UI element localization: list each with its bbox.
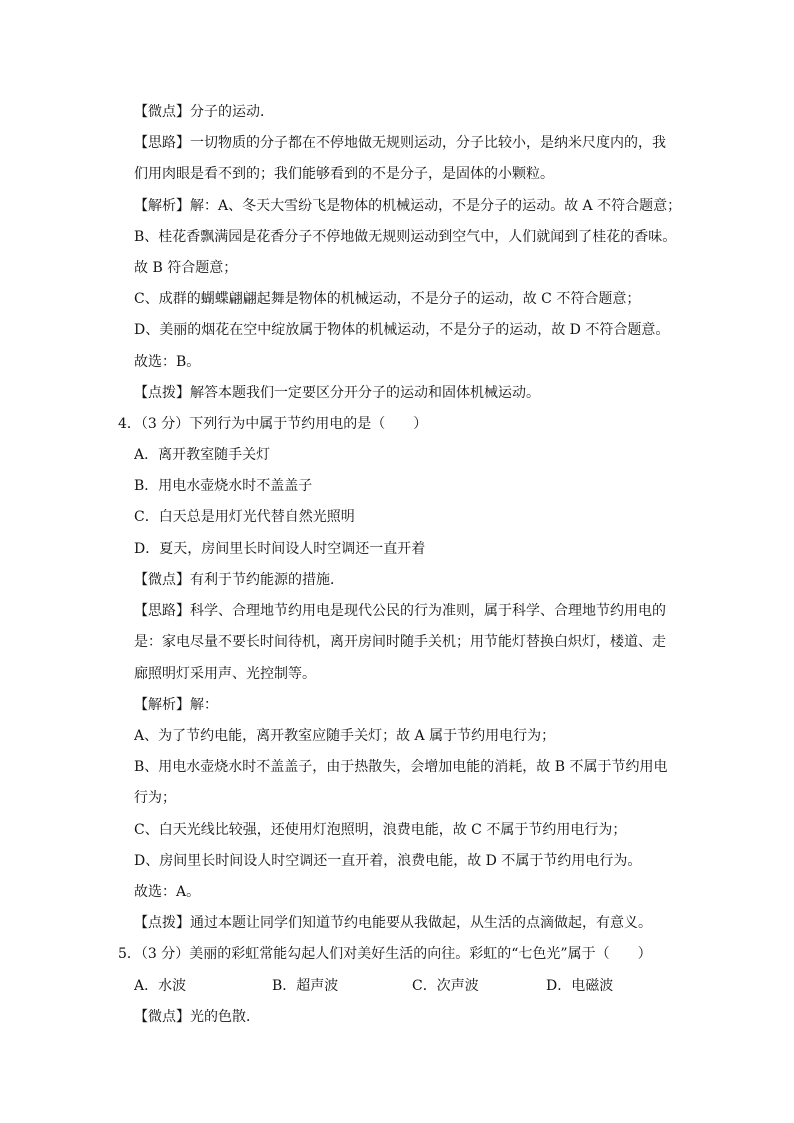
q5-option-c: C．次声波 bbox=[412, 978, 479, 994]
q4-weidian: 【微点】有利于节约能源的措施． bbox=[134, 572, 344, 588]
s3-jiexi-line-1: 【解析】解：A、冬天大雪纷飞是物体的机械运动，不是分子的运动。故 A 不符合题意； bbox=[134, 198, 682, 214]
q4-option-b: B．用电水壶烧水时不盖盖子 bbox=[134, 478, 313, 494]
q4-option-d: D．夏天，房间里长时间设人时空调还一直开着 bbox=[134, 541, 426, 557]
s3-weidian: 【微点】分子的运动． bbox=[134, 104, 274, 120]
q5-options-row bbox=[134, 976, 694, 996]
q4-jiexi-line-1: A、为了节约电能，离开教室应随手关灯；故 A 属于节约用电行为； bbox=[134, 728, 556, 744]
q4-stem: 4．（3 分）下列行为中属于节约用电的是（ ） bbox=[118, 416, 428, 432]
q4-silu-line-2: 是：家电尽量不要长时间待机，离开房间时随手关机；用节能灯替换白炽灯，楼道、走 bbox=[134, 634, 666, 650]
q5-stem: 5．（3 分）美丽的彩虹常能勾起人们对美好生活的向往。彩虹的“七色光”属于（ ） bbox=[118, 946, 652, 962]
s3-jiexi-line-3: 故 B 符合题意； bbox=[134, 260, 238, 276]
q4-jiexi-head: 【解析】解： bbox=[134, 697, 218, 713]
s3-jiexi-line-2: B、桂花香飘满园是花香分子不停地做无规则运动到空气中，人们就闻到了桂花的香味。 bbox=[134, 229, 677, 245]
q4-option-a: A．离开教室随手关灯 bbox=[134, 447, 271, 463]
q4-option-c: C．白天总是用灯光代替自然光照明 bbox=[134, 509, 355, 525]
q5-weidian: 【微点】光的色散． bbox=[134, 1009, 260, 1025]
q4-jiexi-line-2: B、用电水壶烧水时不盖盖子，由于热散失，会增加电能的消耗，故 B 不属于节约用电 bbox=[134, 759, 668, 775]
q4-answer: 故选：A。 bbox=[134, 884, 201, 900]
q5-option-b: B．超声波 bbox=[272, 978, 339, 994]
q5-option-a: A．水波 bbox=[134, 978, 187, 994]
s3-jiexi-line-5: D、美丽的烟花在空中绽放属于物体的机械运动，不是分子的运动，故 D 不符合题意。 bbox=[134, 322, 670, 338]
q4-jiexi-line-4: C、白天光线比较强，还使用灯泡照明，浪费电能，故 C 不属于节约用电行为； bbox=[134, 822, 627, 838]
s3-jiexi-line-4: C、成群的蝴蝶翩翩起舞是物体的机械运动，不是分子的运动，故 C 不符合题意； bbox=[134, 291, 641, 307]
s3-answer: 故选：B。 bbox=[134, 354, 201, 370]
s3-silu-line-2: 们用肉眼是看不到的；我们能够看到的不是分子，是固体的小颗粒。 bbox=[134, 166, 554, 182]
q4-silu-line-1: 【思路】科学、合理地节约用电是现代公民的行为准则，属于科学、合理地节约用电的 bbox=[134, 603, 666, 619]
q4-dianbo: 【点拨】通过本题让同学们知道节约电能要从我做起，从生活的点滴做起，有意义。 bbox=[134, 915, 652, 931]
s3-silu-line-1: 【思路】一切物质的分子都在不停地做无规则运动，分子比较小，是纳米尺度内的，我 bbox=[134, 135, 666, 151]
q4-silu-line-3: 廊照明灯采用声、光控制等。 bbox=[134, 666, 316, 682]
s3-dianbo: 【点拨】解答本题我们一定要区分开分子的运动和固体机械运动。 bbox=[134, 385, 540, 401]
q4-jiexi-line-3: 行为； bbox=[134, 790, 176, 806]
q5-option-d: D．电磁波 bbox=[546, 978, 614, 994]
q4-jiexi-line-5: D、房间里长时间设人时空调还一直开着，浪费电能，故 D 不属于节约用电行为。 bbox=[134, 853, 642, 869]
